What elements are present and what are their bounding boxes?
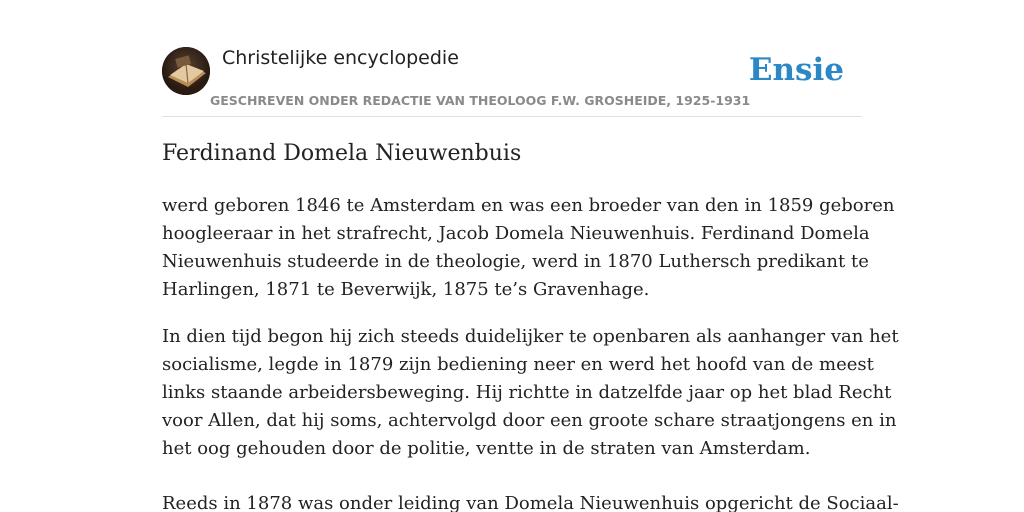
paragraph-line: links staande arbeidersbeweging. Hij richtte in datzelfde jaar op het blad Recht [162, 382, 892, 403]
paragraph-line: Reeds in 1878 was onder leiding van Domela Nieuwenhuis opgericht de Sociaal- [162, 493, 899, 512]
site-title[interactable]: Christelijke encyclopedie [222, 47, 459, 69]
site-header [162, 46, 862, 117]
article [162, 138, 899, 512]
article-title: Ferdinand Domela Nieuwenbuis [162, 141, 522, 166]
paragraph-line: Harlingen, 1871 te Beverwijk, 1875 te’s Gravenhage. [162, 279, 650, 300]
site-tagline: GESCHREVEN ONDER REDACTIE VAN THEOLOOG F.W. GROSHEIDE, 1925-1931 [210, 93, 751, 108]
article-paragraph [162, 323, 899, 463]
paragraph-line: voor Allen, dat hij soms, achtervolgd door een groote schare straatjongens en in [162, 410, 897, 431]
book-photo-icon [162, 47, 210, 95]
paragraph-line: hoogleeraar in het strafrecht, Jacob Domela Nieuwenhuis. Ferdinand Domela [162, 223, 870, 244]
paragraph-line: het oog gehouden door de politie, ventte in de straten van Amsterdam. [162, 438, 811, 459]
article-paragraph [162, 192, 895, 304]
paragraph-line: werd geboren 1846 te Amsterdam en was een broeder van den in 1859 geboren [162, 195, 895, 216]
avatar[interactable] [162, 47, 210, 95]
paragraph-line: Nieuwenhuis studeerde in de theologie, werd in 1870 Luthersch predikant te [162, 251, 869, 272]
article-paragraph [162, 490, 899, 512]
brand-logo[interactable]: Ensie [748, 52, 844, 88]
paragraph-line: In dien tijd begon hij zich steeds duidelijker te openbaren als aanhanger van het [162, 326, 899, 347]
paragraph-line: socialisme, legde in 1879 zijn bediening neer en werd het hoofd van de meest [162, 354, 874, 375]
